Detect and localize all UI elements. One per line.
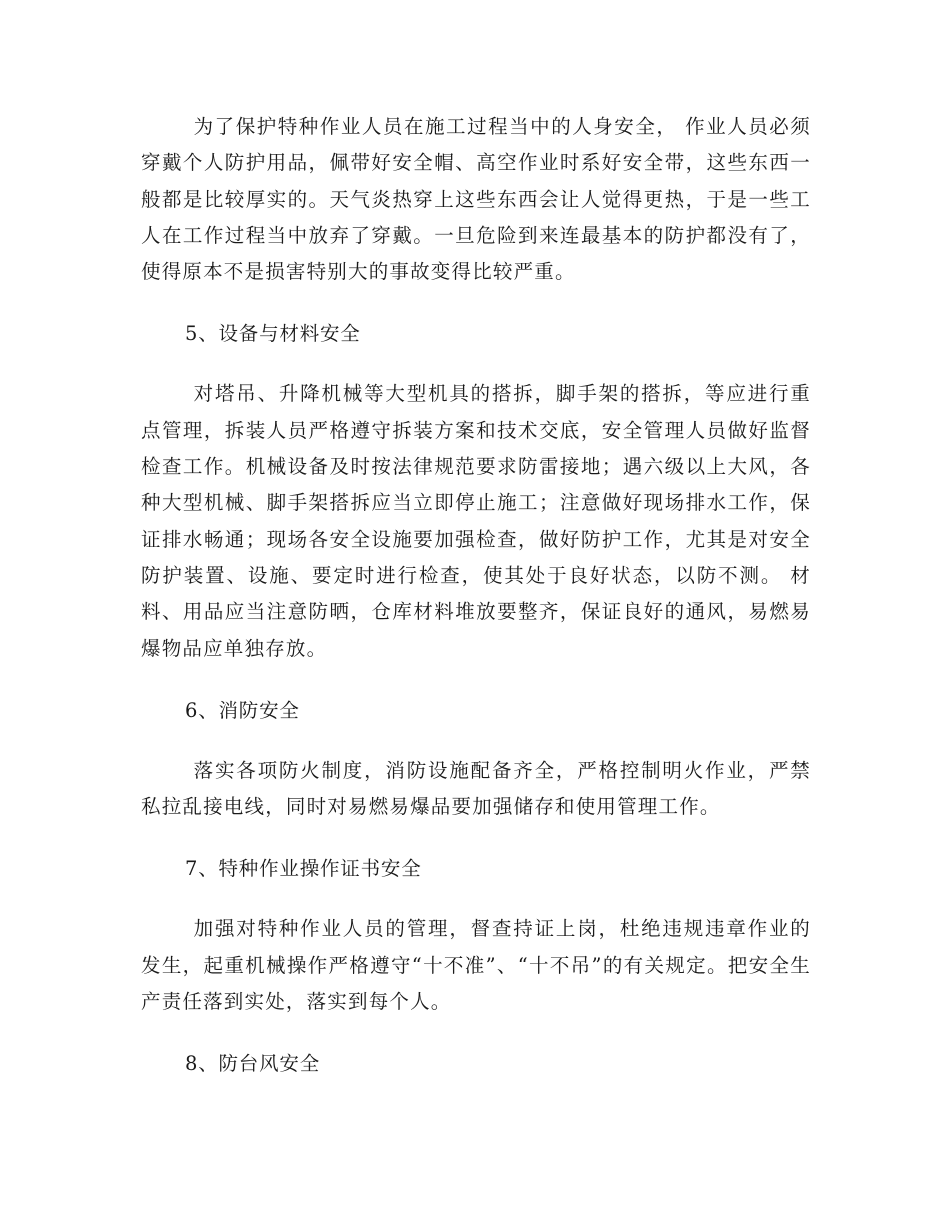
paragraph-personal-protection: 为了保护特种作业人员在施工过程当中的人身安全， 作业人员必须穿戴个人防护用品，佩带好安全帽、高空作业时系好安全带，这些东西一般都是比较厚实的。天气炎热穿上这些东西会让人觉得更热，于是一些工人在工作过程当中放弃了穿戴。一旦危险到来连最基本的防护都没有了，使得原本不是损害特别大的事故变得比较严重。 [141, 115, 811, 284]
section-heading-certificate-safety: 7、特种作业操作证书安全 [185, 857, 422, 881]
spacer [141, 667, 811, 693]
paragraph-equipment-safety: 对塔吊、升降机械等大型机具的搭拆，脚手架的搭拆，等应进行重点管理，拆装人员严格遵守拆装方案和技术交底，安全管理人员做好监督检查工作。机械设备及时按法律规范要求防雷接地；遇六级以上大风，各种大型机械、脚手架搭拆应当立即停止施工；注意做好现场排水工作，保证排水畅通；现场各安全设施要加强检查，做好防护工作，尤其是对安全防护装置、设施、要定时进行检查，使其处于良好状态，以防不测。 材料、用品应当注意防晒，仓库材料堆放要整齐，保证良好的通风，易燃易爆物品应单独存放。 [141, 382, 811, 660]
section-heading-typhoon-safety: 8、防台风安全 [185, 1052, 321, 1076]
document-body [141, 109, 811, 1082]
section-heading-fire-safety: 6、消防安全 [185, 698, 300, 722]
spacer [141, 290, 811, 316]
spacer [141, 1020, 811, 1046]
spacer [141, 729, 811, 753]
paragraph-certificate-safety: 加强对特种作业人员的管理，督查持证上岗，杜绝违规违章作业的发生，起重机械操作严格遵守“十不准”、“十不吊”的有关规定。把安全生产责任落到实处，落实到每个人。 [141, 917, 811, 1014]
spacer [141, 887, 811, 911]
spacer [141, 825, 811, 851]
spacer [141, 352, 811, 376]
section-heading-equipment-safety: 5、设备与材料安全 [185, 322, 361, 346]
paragraph-fire-safety: 落实各项防火制度，消防设施配备齐全，严格控制明火作业，严禁私拉乱接电线，同时对易燃易爆品要加强储存和使用管理工作。 [141, 758, 811, 819]
